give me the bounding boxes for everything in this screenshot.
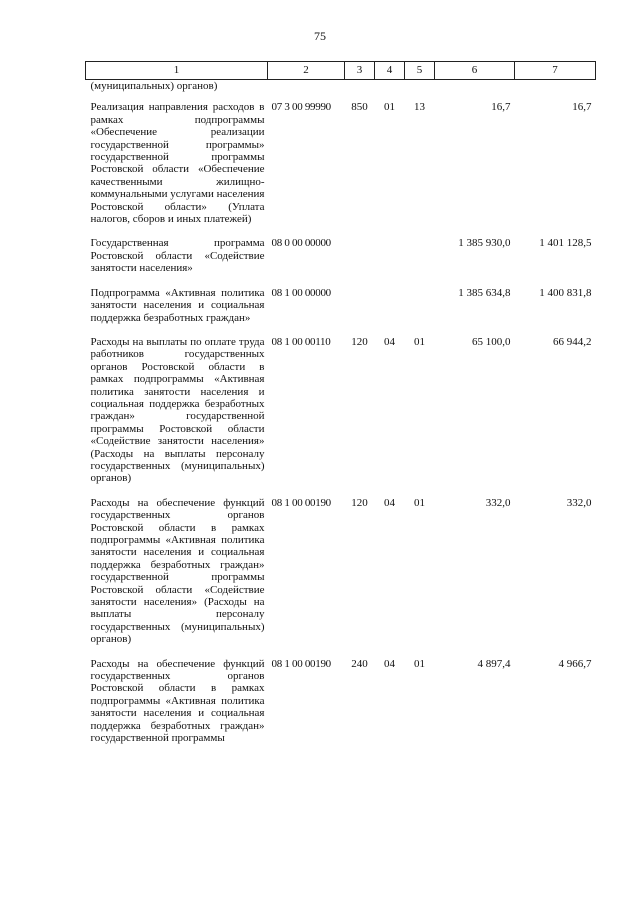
target-code [268,80,345,97]
amount-col7 [515,80,596,97]
target-code: 08 1 00 00190 [271,657,331,670]
amount-col7: 4 966,7 [558,657,592,670]
page-number: 75 [314,29,326,43]
target-code: 07 3 00 99990 [271,101,331,114]
table-row [86,287,596,336]
expense-type [345,80,375,97]
subsection-code [405,80,435,97]
section-code [375,80,405,97]
subsection-code: 01 [414,496,425,509]
amount-col7: 332,0 [566,496,592,509]
table-row [86,336,596,497]
table-row [86,658,596,757]
expense-type: 240 [351,657,368,670]
expense-type: 850 [351,101,368,114]
amount-col6 [435,80,515,97]
budget-table [85,61,596,757]
section-code [375,237,405,286]
target-code: 08 1 00 00190 [271,496,331,509]
amount-col6: 1 385 930,0 [458,237,511,250]
column-header: 7 [515,62,596,80]
expense-type [345,237,375,286]
amount-col6: 65 100,0 [472,335,511,348]
amount-col6: 332,0 [485,496,511,509]
row-description: Расходы на выплаты по оплате труда работников государственных органов Ростовской области в рамках подпрограммы «Активная политика занятости населения и социальная поддержка безработных граждан» государственной программы Ростовской области «Содействие занятости населения» (Расходы на выплаты персоналу государственных (муниципальных) органов) [90,335,265,485]
target-code: 08 1 00 00110 [271,335,331,348]
section-code: 01 [384,101,395,114]
table-row [86,96,596,237]
column-header: 1 [86,62,268,80]
subsection-code: 13 [414,101,425,114]
amount-col7: 1 401 128,5 [539,237,592,250]
row-description: Расходы на обеспечение функций государственных органов Ростовской области в рамках подпрограммы «Активная политика занятости населения и социальная поддержка безработных граждан» государственной программы Ростовской области «Содействие занятости населения» (Расходы на выплаты персоналу государственных (муниципальных) органов) [90,496,265,646]
expense-type: 120 [351,496,368,509]
subsection-code: 01 [414,657,425,670]
amount-col6: 16,7 [491,101,511,114]
table-row [86,237,596,286]
subsection-code [405,237,435,286]
amount-col7: 1 400 831,8 [539,286,592,299]
subsection-code: 01 [414,335,425,348]
section-code: 04 [384,335,395,348]
row-description: (муниципальных) органов) [90,80,218,92]
table-row [86,80,596,97]
target-code: 08 0 00 00000 [271,237,331,250]
amount-col6: 4 897,4 [477,657,511,670]
column-header: 5 [405,62,435,80]
table-row [86,497,596,658]
row-description: Расходы на обеспечение функций государственных органов Ростовской области в рамках подпрограммы «Активная политика занятости населения и социальная поддержка безработных граждан» государственной программы [90,657,265,745]
section-code: 04 [384,496,395,509]
amount-col7: 16,7 [572,101,592,114]
column-header: 3 [345,62,375,80]
amount-col7: 66 944,2 [553,335,592,348]
section-code: 04 [384,657,395,670]
target-code: 08 1 00 00000 [271,286,331,299]
row-description: Реализация направления расходов в рамках подпрограммы «Обеспечение реализации государственной программы» государственной программы Ростовской области «Обеспечение качественными жилищно-коммунальными услугами населения Ростовской области» (Уплата налогов, сборов и иных платежей) [90,101,265,226]
subsection-code [405,287,435,336]
table-header-row [86,62,596,80]
expense-type: 120 [351,335,368,348]
row-description: Государственная программа Ростовской области «Содействие занятости населения» [90,237,265,275]
column-header: 4 [375,62,405,80]
expense-type [345,287,375,336]
column-header: 2 [268,62,345,80]
section-code [375,287,405,336]
amount-col6: 1 385 634,8 [458,286,511,299]
column-header: 6 [435,62,515,80]
row-description: Подпрограмма «Активная политика занятости населения и социальная поддержка безработных граждан» [90,286,265,324]
